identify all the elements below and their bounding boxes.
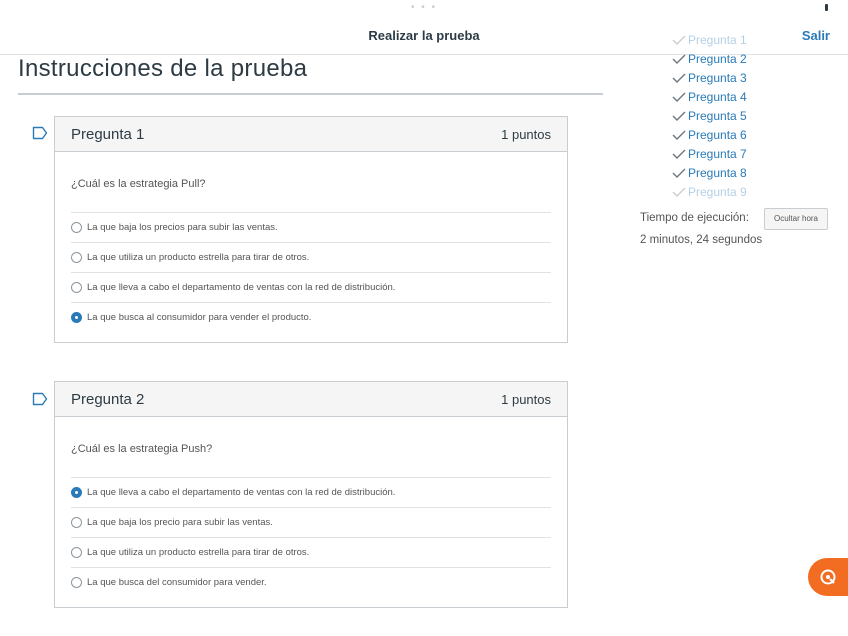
question-text: ¿Cuál es la estrategia Push?	[71, 443, 213, 455]
question-nav-label: Pregunta 9	[688, 184, 747, 199]
question-nav-link[interactable]	[672, 87, 822, 106]
exit-button[interactable]: Salir	[801, 28, 830, 43]
question-nav-link[interactable]	[672, 163, 822, 182]
checkmark-icon	[672, 35, 686, 45]
question-nav-link[interactable]	[672, 144, 822, 163]
checkmark-icon	[672, 73, 686, 83]
flag-icon[interactable]	[32, 392, 48, 406]
checkmark-icon	[672, 149, 686, 159]
question-points: 1 puntos	[501, 127, 551, 142]
radio-button[interactable]	[71, 517, 82, 528]
answer-option[interactable]	[71, 213, 551, 243]
checkmark-icon	[672, 54, 686, 64]
answer-list	[71, 477, 551, 597]
radio-button[interactable]	[71, 547, 82, 558]
question-header	[55, 117, 567, 152]
checkmark-icon	[672, 187, 686, 197]
answer-label: La que lleva a cabo el departamento de ventas con la red de distribución.	[87, 282, 396, 293]
timer-value: 2 minutos, 24 segundos	[640, 234, 763, 246]
question-nav-label: Pregunta 5	[688, 108, 747, 123]
question-text: ¿Cuál es la estrategia Pull?	[71, 178, 206, 190]
question-nav-link[interactable]	[672, 106, 822, 125]
question-nav-link[interactable]	[672, 125, 822, 144]
hide-time-button[interactable]: Ocultar hora	[764, 208, 828, 230]
question-points: 1 puntos	[501, 392, 551, 407]
answer-option[interactable]	[71, 243, 551, 273]
checkmark-icon	[672, 92, 686, 102]
question-nav-label: Pregunta 2	[688, 51, 747, 66]
timer-label: Tiempo de ejecución:	[640, 212, 749, 224]
answer-label: La que lleva a cabo el departamento de ventas con la red de distribución.	[87, 487, 396, 498]
answer-label: La que baja los precio para subir las ventas.	[87, 517, 273, 528]
title-divider	[18, 93, 603, 95]
page-title: Instrucciones de la prueba	[18, 55, 308, 82]
answer-list	[71, 212, 551, 332]
question-nav-label: Pregunta 7	[688, 146, 747, 161]
question-card	[54, 381, 568, 608]
question-nav-label: Pregunta 3	[688, 70, 747, 85]
answer-label: La que utiliza un producto estrella para tirar de otros.	[87, 547, 310, 558]
question-card	[54, 116, 568, 343]
answer-option[interactable]	[71, 568, 551, 597]
radio-button[interactable]	[71, 282, 82, 293]
checkmark-icon	[672, 111, 686, 121]
flag-icon[interactable]	[32, 126, 48, 140]
question-nav-link[interactable]	[672, 68, 822, 87]
checkmark-icon	[672, 168, 686, 178]
answer-label: La que baja los precios para subir las ventas.	[87, 222, 278, 233]
radio-button[interactable]	[71, 252, 82, 263]
chat-icon	[820, 569, 836, 585]
checkmark-icon	[672, 130, 686, 140]
drag-handle-icon: • • •	[410, 2, 438, 13]
answer-label: La que busca al consumidor para vender el producto.	[87, 312, 312, 323]
question-nav-link[interactable]	[672, 49, 822, 68]
radio-button[interactable]	[71, 577, 82, 588]
answer-label: La que utiliza un producto estrella para tirar de otros.	[87, 252, 310, 263]
question-nav-label: Pregunta 6	[688, 127, 747, 142]
radio-button-selected[interactable]	[71, 312, 82, 323]
answer-option[interactable]	[71, 478, 551, 508]
question-nav-label: Pregunta 1	[688, 32, 747, 47]
question-nav-link[interactable]	[672, 30, 822, 49]
chat-button[interactable]	[808, 558, 848, 596]
question-title: Pregunta 1	[71, 126, 145, 143]
page-header-title: Realizar la prueba	[368, 28, 480, 43]
answer-option[interactable]	[71, 273, 551, 303]
question-nav-label: Pregunta 8	[688, 165, 747, 180]
answer-option[interactable]	[71, 303, 551, 332]
answer-option[interactable]	[71, 538, 551, 568]
question-header	[55, 382, 567, 417]
question-title: Pregunta 2	[71, 391, 145, 408]
question-nav-label: Pregunta 4	[688, 89, 747, 104]
radio-button[interactable]	[71, 222, 82, 233]
status-indicator-icon	[825, 4, 828, 11]
answer-option[interactable]	[71, 508, 551, 538]
answer-label: La que busca del consumidor para vender.	[87, 577, 267, 588]
radio-button-selected[interactable]	[71, 487, 82, 498]
question-nav-link[interactable]	[672, 182, 822, 201]
